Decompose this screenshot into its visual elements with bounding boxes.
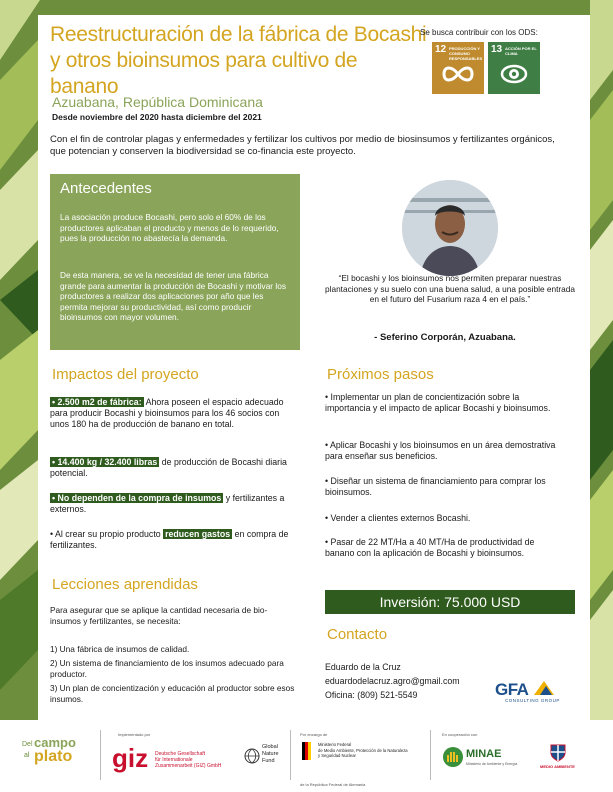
lecciones-heading: Lecciones aprendidas bbox=[52, 576, 198, 593]
impacto-item-2: • 14.400 kg / 32.400 libras de producción de Bocashi diaria potencial. bbox=[50, 457, 287, 478]
minae-sub: Ministerio de Ambiente y Energía bbox=[466, 762, 518, 766]
project-dates: Desde noviembre del 2020 hasta diciembre del 2021 bbox=[52, 112, 262, 122]
impacto-item-4: • Al crear su propio producto reducen gastos en compra de fertilizantes. bbox=[50, 529, 289, 550]
proximos-heading: Próximos pasos bbox=[327, 366, 434, 383]
proximo-item-5: • Pasar de 22 MT/Ha a 40 MT/Ha de productividad de banano con la aplicación de Bocashi y bioinsumos. bbox=[325, 537, 535, 558]
gfa-triangle-icon bbox=[532, 680, 556, 696]
giz-logo: giz bbox=[112, 743, 149, 773]
eye-globe-icon bbox=[500, 62, 528, 86]
encargo-label: Por encargo de bbox=[300, 732, 328, 737]
del-campo-al-plato-logo: Del campo al plato bbox=[22, 735, 76, 765]
contacto-heading: Contacto bbox=[327, 626, 388, 643]
proximo-item-1: • Implementar un plan de concientización sobre la importancia y el impacto de aplicar Bocashi y bioinsumos. bbox=[325, 392, 551, 413]
coat-of-arms-icon bbox=[548, 742, 568, 762]
impacto-item-3: • No dependen de la compra de insumos y fertilizantes a externos. bbox=[50, 493, 285, 514]
proximo-item-3: • Diseñar un sistema de financiamiento para comprar los bioinsumos. bbox=[325, 476, 546, 497]
antecedentes-heading: Antecedentes bbox=[60, 180, 152, 197]
giz-text: Deutsche Gesellschaft für Internationale Zusammenarbeit (GIZ) GmbH bbox=[155, 751, 222, 769]
lecciones-intro: Para asegurar que se aplique la cantidad necesaria de bio-insumos y fertilizantes, se necesita: bbox=[50, 605, 268, 626]
antecedentes-p1: La asociación produce Bocashi, pero solo el 60% de los productores aplicaban el producto y menos de lo requerido, pues la producción no abastecía la demanda. bbox=[60, 212, 279, 243]
global-nature-fund-logo: Global Nature Fund bbox=[262, 744, 279, 764]
sdg-13-badge: 13 ACCIÓN POR EL CLIMA bbox=[488, 42, 540, 94]
intro-text: Con el fin de controlar plagas y enfermedades y fertilizar los cultivos por medio de biosinsumos y fertilizantes orgánicos, que potencian y conserven la biodiversidad se co-financia este proyecto. bbox=[50, 134, 555, 157]
page-title: Reestructuración de la fábrica de Bocashi y otros bioinsumos para cultivo de banano bbox=[50, 23, 427, 98]
proximo-item-4: • Vender a clientes externos Bocashi. bbox=[325, 513, 471, 523]
proximo-item-2: • Aplicar Bocashi y los bioinsumos en un área demostrativa para enseñar sus beneficios. bbox=[325, 440, 556, 461]
infinity-icon bbox=[442, 64, 474, 84]
contact-name: Eduardo de la Cruz bbox=[325, 662, 401, 672]
minae-logo: MINAE bbox=[466, 748, 502, 760]
testimonial-author: - Seferino Corporán, Azuabana. bbox=[374, 332, 516, 343]
medio-ambiente-label: MEDIO AMBIENTE bbox=[540, 764, 575, 769]
ods-label: Se busca contribuir con los ODS: bbox=[420, 28, 538, 37]
project-location: Azuabana, República Dominicana bbox=[52, 94, 263, 110]
bmu-text: Ministerio Federal de Medio Ambiente, Protección de la Naturaleza y Seguridad Nuclear bbox=[318, 742, 408, 758]
contact-email[interactable]: eduardodelacruz.agro@gmail.com bbox=[325, 676, 460, 686]
bmu-sub: de la República Federal de Alemania bbox=[300, 782, 366, 787]
impactos-heading: Impactos del proyecto bbox=[52, 366, 199, 383]
sdg-12-badge: 12 PRODUCCIÓN Y CONSUMO RESPONSABLES bbox=[432, 42, 484, 94]
inversion-banner: Inversión: 75.000 USD bbox=[325, 590, 575, 614]
german-eagle-icon bbox=[302, 742, 314, 760]
lecciones-item-3: 3) Un plan de concientización y educación al productor sobre esos insumos. bbox=[50, 683, 295, 704]
person-portrait bbox=[402, 180, 498, 276]
gfa-logo: GFA bbox=[495, 680, 529, 699]
lecciones-item-2: 2) Un sistema de financiamiento de los insumos adecuado para productor. bbox=[50, 658, 284, 679]
implementado-label: Implementado por bbox=[118, 732, 151, 737]
antecedentes-box bbox=[50, 174, 300, 350]
cooperacion-label: En cooperación con bbox=[442, 732, 478, 737]
lecciones-item-1: 1) Una fábrica de insumos de calidad. bbox=[50, 644, 190, 654]
minae-hand-icon bbox=[442, 746, 464, 768]
impacto-item-1: • 2.500 m2 de fábrica: Ahora poseen el espacio adecuado para producir Bocashi y bioinsumos para los 46 socios con unos 180 ha de producción de banano en total. bbox=[50, 397, 284, 429]
gfa-subtitle: CONSULTING GROUP bbox=[505, 698, 560, 703]
testimonial-quote: “El bocashi y los bioinsumos nos permiten preparar nuestras plantaciones y su suelo con una buena salud, a una posible entrada en el futuro del Fusarium raza 4 en el país.” bbox=[325, 273, 576, 304]
testimonial-photo bbox=[402, 180, 498, 276]
contact-phone: Oficina: (809) 521-5549 bbox=[325, 690, 418, 700]
globe-icon bbox=[244, 748, 260, 764]
antecedentes-p2: De esta manera, se ve la necesidad de tener una fábrica grande para aumentar la producción de Bocashi y motivar los productores a realizar dos aplicaciones por año que les permita mejorar su productividad, así como producir bioinsumos con mayor volumen. bbox=[60, 270, 286, 322]
